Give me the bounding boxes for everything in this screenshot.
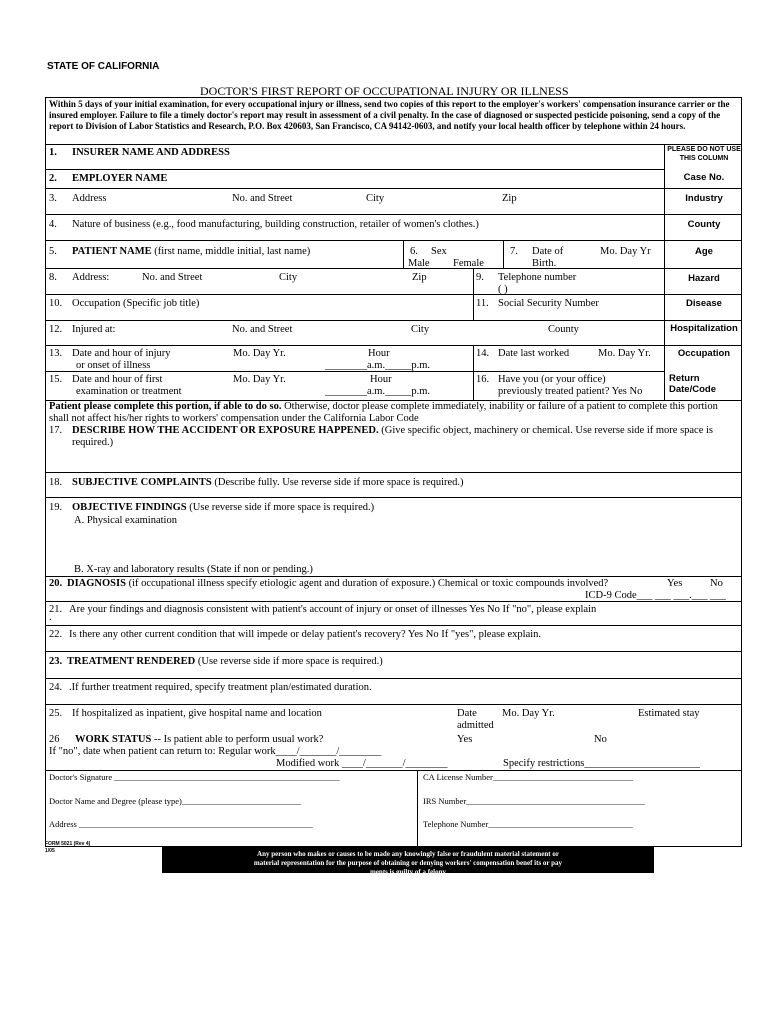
field-3-zip: Zip [502,193,517,204]
field-18-num: 18. [49,477,63,488]
regular-work-date-field[interactable]: If "no", date when patient can return to: Regular work____/_______/________ [49,746,382,757]
field-9-paren: ( ) [498,284,508,295]
work-status-no-option[interactable]: No [594,734,607,745]
field-26-num: 26 [49,734,60,745]
instructions-text: Within 5 days of your initial examination, for every occupational injury or illness, send two copies of this report to the employer's workers' compensation insurance carrier or the insured employer. Failure to file a timely doctor's report may result in assessment of a civil penalty. In the case of diagnosed or suspected pesticide poisoning, send a copy of the report to Division of Labor Statistics and Research, P.O. Box 420603, San Francisco, CA 94142-0603, and notify your local health officer by telephone within 24 hours. [49,99,730,132]
field-13-mdy: Mo. Day Yr. [233,348,286,359]
form-title: DOCTOR'S FIRST REPORT OF OCCUPATIONAL INJURY OR ILLNESS [200,84,569,98]
work-status-yes-option[interactable]: Yes [457,734,473,745]
field-19-label: OBJECTIVE FINDINGS (Use reverse side if more space is required.) [72,502,375,513]
field-25-stay: Estimated stay [638,708,700,719]
occupation-label: Occupation [677,348,731,359]
field-1-label: INSURER NAME AND ADDRESS [72,147,230,158]
patient-portion-note: Patient please complete this portion, if able to do so. Otherwise, doctor please complete immediately, inability or failure of a patient to complete this portion shall not affect his/her rights to workers' compensation under the California Labor Code [49,401,718,424]
field-17-num: 17. [49,425,63,436]
fraud-warning-text: Any person who makes or causes to be made any knowingly false or fraudulent material statement or material representation for the purpose of obtaining or denying workers' compensation benef its or pay ments is guilty of a felony [253,850,563,876]
field-3-label: Address [72,193,107,204]
disease-label: Disease [686,298,722,309]
field-21-dot: . [49,612,52,623]
license-number-field[interactable]: CA License Number_________________________________ [423,772,634,782]
field-13-num: 13. [49,348,63,359]
field-9-label: Telephone number [498,272,577,283]
field-25-date: Date [457,708,477,719]
field-11-num: 11. [476,298,489,309]
field-13-ampm: ________a.m._____p.m. [325,360,430,371]
irs-number-field[interactable]: IRS Number__________________________________________ [423,796,645,806]
field-12-city: City [411,324,430,335]
field-3-street: No. and Street [232,193,293,204]
field-7-label: Date of [532,246,564,257]
industry-label: Industry [685,193,723,204]
field-25-admitted: admitted [457,720,494,731]
field-25-mdy: Mo. Day Yr. [502,708,555,719]
sex-male-option[interactable]: Male [408,258,430,269]
field-2-num: 2. [49,173,57,184]
field-1-num: 1. [49,147,57,158]
column-divider [664,144,665,401]
field-6-label: Sex [431,246,447,257]
diagnosis-yes-option[interactable]: Yes [667,578,683,589]
field-10-label: Occupation (Specific job title) [72,298,200,309]
field-25-label: If hospitalized as inpatient, give hospital name and location [72,708,322,719]
column-header: PLEASE DO NOT USE THIS COLUMN [667,146,741,162]
state-heading: STATE OF CALIFORNIA [47,61,160,72]
field-26-label: WORK STATUS -- Is patient able to perform usual work? [75,734,324,745]
field-14-label: Date last worked [498,348,570,359]
field-3-num: 3. [49,193,57,204]
field-14-num: 14. [476,348,490,359]
field-13-label: Date and hour of injury [72,348,171,359]
field-8-city: City [279,272,298,283]
telephone-number-field[interactable]: Telephone Number__________________________________ [423,819,633,829]
return-date-label: Return Date/Code [669,373,716,395]
field-9-num: 9. [476,272,484,283]
field-12-num: 12. [49,324,63,335]
field-16-num: 16. [476,374,490,385]
field-15-label: Date and hour of first [72,374,163,385]
frame-top [45,97,742,98]
doctor-signature-field[interactable]: Doctor's Signature _____________________________________________________ [49,772,340,782]
field-7-num: 7. [510,246,518,257]
field-20-num: 20. [49,578,63,589]
hazard-label: Hazard [688,273,720,284]
field-24-num: 24. [49,682,63,693]
field-5-num: 5. [49,246,57,257]
field-22-num: 22. [49,629,63,640]
field-3-city: City [366,193,385,204]
field-22-label: Is there any other current condition that will impede or delay patient's recovery? Yes No If "yes", please explain. [69,629,542,640]
diagnosis-no-option[interactable]: No [710,578,723,589]
field-25-num: 25. [49,708,63,719]
field-20-label: DIAGNOSIS (if occupational illness specify etiologic agent and duration of exposure.) Chemical or toxic compounds involved? [67,578,609,589]
field-19a-label: A. Physical examination [74,515,177,526]
field-15-mdy: Mo. Day Yr. [233,374,286,385]
field-21-label: Are your findings and diagnosis consistent with patient's account of injury or onset of illnesses Yes No If "no", please explain [69,604,597,615]
field-17-label: DESCRIBE HOW THE ACCIDENT OR EXPOSURE HAPPENED. (Give specific object, machinery or chemical. Use reverse side if more space is required.) [72,425,714,448]
field-21-num: 21. [49,604,63,615]
field-13-hour: Hour [368,348,390,359]
field-12-label: Injured at: [72,324,116,335]
field-23-num: 23. [49,656,63,667]
field-24-label: .If further treatment required, specify treatment plan/estimated duration. [69,682,372,693]
field-16-label: Have you (or your office) [498,374,606,385]
field-7-label2: Birth. [532,258,557,269]
field-8-street: No. and Street [142,272,203,283]
form-id-date: 1/05 [45,848,55,854]
field-8-num: 8. [49,272,57,283]
sex-female-option[interactable]: Female [453,258,484,269]
form-id: FORM 5021 (Rev 4) [45,841,91,847]
field-23-label: TREATMENT RENDERED (Use reverse side if more space is required.) [67,656,383,667]
field-16-label2: previously treated patient? Yes No [498,386,643,397]
modified-work-date-field[interactable]: Modified work ____/_______/________ [276,758,448,769]
hospitalization-label: Hospitalization [670,323,738,334]
field-15-ampm: ________a.m._____p.m. [325,386,430,397]
field-4-num: 4. [49,219,57,230]
field-8-label: Address: [72,272,110,283]
field-12-street: No. and Street [232,324,293,335]
case-no-label: Case No. [683,172,725,183]
field-15-hour: Hour [370,374,392,385]
field-13-label2: or onset of illness [76,360,151,371]
field-18-label: SUBJECTIVE COMPLAINTS (Describe fully. Use reverse side if more space is required.) [72,477,464,488]
field-6-num: 6. [410,246,418,257]
restrictions-field[interactable]: Specify restrictions______________________ [503,758,700,769]
field-19-num: 19. [49,502,63,513]
county-label: County [687,219,721,230]
field-14-mdy: Mo. Day Yr. [598,348,651,359]
field-15-num: 15. [49,374,63,385]
age-label: Age [695,246,713,257]
field-5-label: PATIENT NAME (first name, middle initial, last name) [72,246,311,257]
icd9-code-field[interactable]: ICD-9 Code___ ___ ___.___ ___ [585,590,726,601]
field-8-zip: Zip [412,272,427,283]
field-11-label: Social Security Number [498,298,599,309]
field-12-county: County [548,324,579,335]
field-7-mdy: Mo. Day Yr [600,246,651,257]
fraud-warning-box [162,846,654,876]
field-10-num: 10. [49,298,63,309]
field-4-label: Nature of business (e.g., food manufacturing, building construction, retailer of women's clothes.) [72,219,479,230]
field-19b-label: B. X-ray and laboratory results (State if non or pending.) [74,564,313,575]
field-2-label: EMPLOYER NAME [72,173,168,184]
doctor-name-field[interactable]: Doctor Name and Degree (please type)____________________________ [49,796,301,806]
doctor-address-field[interactable]: Address _______________________________________________________ [49,819,313,829]
field-15-label2: examination or treatment [76,386,182,397]
